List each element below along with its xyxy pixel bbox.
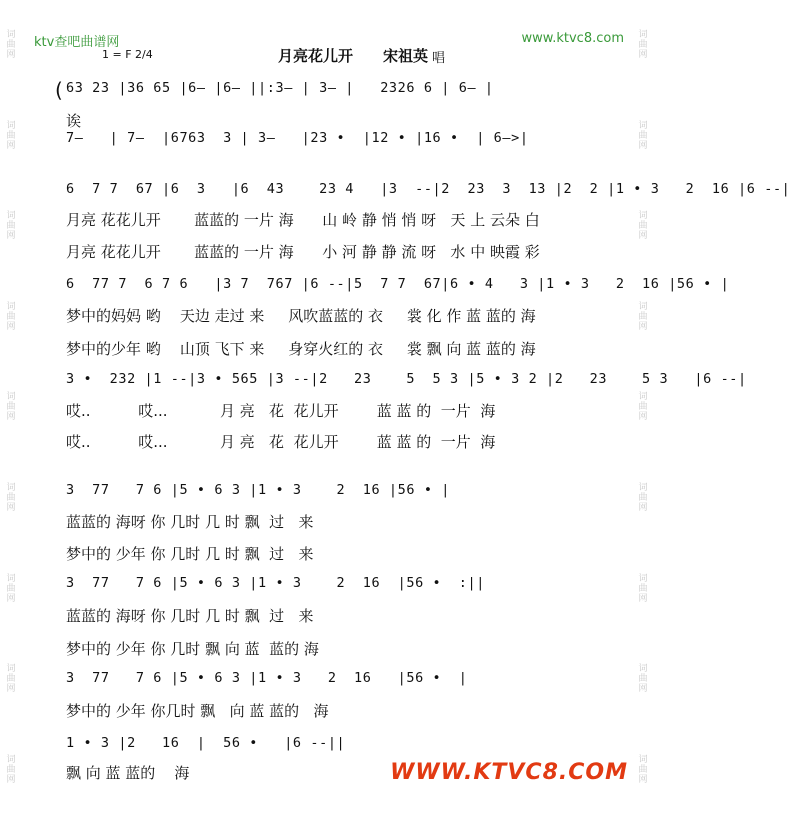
watermark-char: 词 — [6, 664, 16, 675]
right-watermark — [635, 0, 651, 815]
lyric-line-4b: 梦中的少年 哟 山顶 飞下 来 身穿火红的 衣 裳 飘 向 蓝 蓝的 海 — [66, 340, 536, 358]
singer-name: 宋祖英 — [383, 47, 429, 65]
notation-line-9: 1 • 3 |2 16 | 56 • |6 --|| — [66, 735, 346, 751]
lyric-line-3b: 月亮 花花儿开 蓝蓝的 一片 海 小 河 静 静 流 呀 水 中 映霞 彩 — [66, 243, 540, 261]
watermark-char: 网 — [638, 774, 648, 785]
watermark-char: 曲 — [6, 493, 16, 503]
lyric-line-3a: 月亮 花花儿开 蓝蓝的 一片 海 山 岭 静 悄 悄 呀 天 上 云朵 白 — [66, 211, 540, 229]
watermark-group — [638, 483, 647, 513]
watermark-char: 词 — [6, 30, 16, 41]
watermark-char: 词 — [6, 392, 16, 403]
watermark-char: 网 — [638, 321, 648, 332]
watermark-char: 曲 — [6, 311, 16, 322]
watermark-group — [638, 121, 647, 151]
watermark-char: 网 — [638, 231, 648, 242]
watermark-char: 词 — [6, 120, 16, 131]
watermark-char: 网 — [6, 50, 16, 61]
site-name: ktv查吧曲谱网 — [34, 35, 120, 50]
watermark-char: 词 — [6, 211, 16, 222]
watermark-group — [6, 30, 15, 60]
watermark-group — [6, 211, 15, 241]
watermark-char: 曲 — [638, 40, 648, 51]
watermark-group — [6, 664, 15, 694]
watermark-char: 曲 — [638, 674, 648, 685]
watermark-char: 网 — [638, 50, 648, 61]
watermark-char: 网 — [6, 503, 16, 513]
watermark-char: 曲 — [638, 402, 648, 413]
watermark-char: 词 — [638, 120, 648, 131]
watermark-char: 曲 — [6, 40, 16, 51]
watermark-char: 词 — [638, 301, 648, 312]
watermark-char: 词 — [638, 664, 648, 675]
lyric-intro: 诶 — [66, 112, 82, 130]
lyric-line-5b: 哎.. 哎... 月 亮 花 花儿开 蓝 蓝 的 一片 海 — [66, 433, 496, 451]
watermark-char: 曲 — [6, 674, 16, 685]
notation-line-3: 6 7 7 67 |6 3 |6 43 23 4 |3 --|2 23 3 13 |2 2 |1 • 3 2 16 |6 --| — [66, 181, 790, 197]
watermark-group — [6, 302, 15, 332]
lyric-line-6b: 梦中的 少年 你 几时 几 时 飘 过 来 — [66, 545, 314, 563]
watermark-char: 网 — [638, 503, 648, 513]
watermark-char: 词 — [6, 754, 16, 765]
notation-line-intro: 63 23 |36 65 |6— |6— ||:3— | 3— | 2326 6 | 6— | — [66, 80, 494, 96]
watermark-group — [6, 755, 15, 785]
watermark-char: 网 — [6, 412, 16, 423]
watermark-char: 曲 — [638, 311, 648, 322]
key-signature: 1 = F 2/4 — [102, 48, 153, 61]
lyric-line-5a: 哎.. 哎... 月 亮 花 花儿开 蓝 蓝 的 一片 海 — [66, 402, 496, 420]
watermark-group — [638, 211, 647, 241]
watermark-char: 曲 — [6, 583, 16, 594]
watermark-char: 词 — [6, 573, 16, 584]
singer-suffix: 唱 — [432, 51, 446, 66]
notation-line-2: 7— | 7— |6763 3 | 3— |23 • |12 • |16 • | 6—>| — [66, 130, 529, 146]
watermark-char: 曲 — [6, 764, 16, 775]
watermark-group — [638, 392, 647, 422]
watermark-char: 曲 — [638, 583, 648, 594]
watermark-char: 网 — [638, 684, 648, 695]
watermark-group — [638, 664, 647, 694]
lyric-line-7b: 梦中的 少年 你 几时 飘 向 蓝 蓝的 海 — [66, 640, 319, 658]
watermark-char: 曲 — [638, 221, 648, 232]
watermark-char: 网 — [6, 684, 16, 695]
watermark-char: 曲 — [638, 130, 648, 141]
song-title: 月亮花儿开 — [278, 47, 354, 65]
lyric-line-8: 梦中的 少年 你几时 飘 向 蓝 蓝的 海 — [66, 702, 329, 720]
site-url: www.ktvc8.com — [521, 31, 624, 46]
watermark-char: 网 — [638, 140, 648, 151]
notation-line-5: 3 • 232 |1 --|3 • 565 |3 --|2 23 5 5 3 |5 • 3 2 |2 23 5 3 |6 --| — [66, 371, 747, 387]
notation-line-8: 3 77 7 6 |5 • 6 3 |1 • 3 2 16 |56 • | — [66, 670, 468, 686]
watermark-char: 网 — [6, 231, 16, 242]
lyric-line-7a: 蓝蓝的 海呀 你 几时 几 时 飘 过 来 — [66, 607, 314, 625]
watermark-group — [6, 483, 15, 513]
watermark-char: 曲 — [638, 764, 648, 775]
watermark-char: 曲 — [6, 130, 16, 141]
watermark-char: 网 — [6, 140, 16, 151]
watermark-char: 网 — [6, 774, 16, 785]
watermark-char: 曲 — [6, 221, 16, 232]
watermark-char: 网 — [638, 593, 648, 604]
notation-line-4: 6 77 7 6 7 6 |3 7 767 |6 --|5 7 7 67|6 • 4 3 |1 • 3 2 16 |56 • | — [66, 276, 730, 292]
notation-line-6: 3 77 7 6 |5 • 6 3 |1 • 3 2 16 |56 • | — [66, 482, 451, 498]
watermark-group — [6, 121, 15, 151]
notation-line-7: 3 77 7 6 |5 • 6 3 |1 • 3 2 16 |56 • :|| — [66, 575, 485, 591]
lyric-line-9: 飘 向 蓝 蓝的 海 — [66, 764, 190, 782]
watermark-group — [638, 30, 647, 60]
watermark-char: 曲 — [6, 402, 16, 413]
lyric-line-6a: 蓝蓝的 海呀 你 几时 几 时 飘 过 来 — [66, 513, 314, 531]
intro-paren: ( — [55, 78, 63, 102]
watermark-char: 词 — [6, 301, 16, 312]
watermark-char: 词 — [638, 211, 648, 222]
watermark-group — [6, 574, 15, 604]
watermark-char: 词 — [638, 392, 648, 403]
watermark-group — [638, 755, 647, 785]
watermark-char: 曲 — [638, 493, 648, 503]
footer-logo: WWW.KTVC8.COM — [390, 760, 628, 785]
watermark-char: 词 — [638, 483, 648, 493]
watermark-group — [638, 574, 647, 604]
watermark-char: 词 — [638, 573, 648, 584]
watermark-group — [6, 392, 15, 422]
watermark-char: 词 — [6, 483, 16, 493]
watermark-char: 词 — [638, 30, 648, 41]
watermark-char: 词 — [638, 754, 648, 765]
lyric-line-4a: 梦中的妈妈 哟 天边 走过 来 风吹蓝蓝的 衣 裳 化 作 蓝 蓝的 海 — [66, 307, 536, 325]
left-watermark — [3, 0, 19, 815]
watermark-char: 网 — [6, 593, 16, 604]
watermark-group — [638, 302, 647, 332]
watermark-char: 网 — [6, 321, 16, 332]
watermark-char: 网 — [638, 412, 648, 423]
